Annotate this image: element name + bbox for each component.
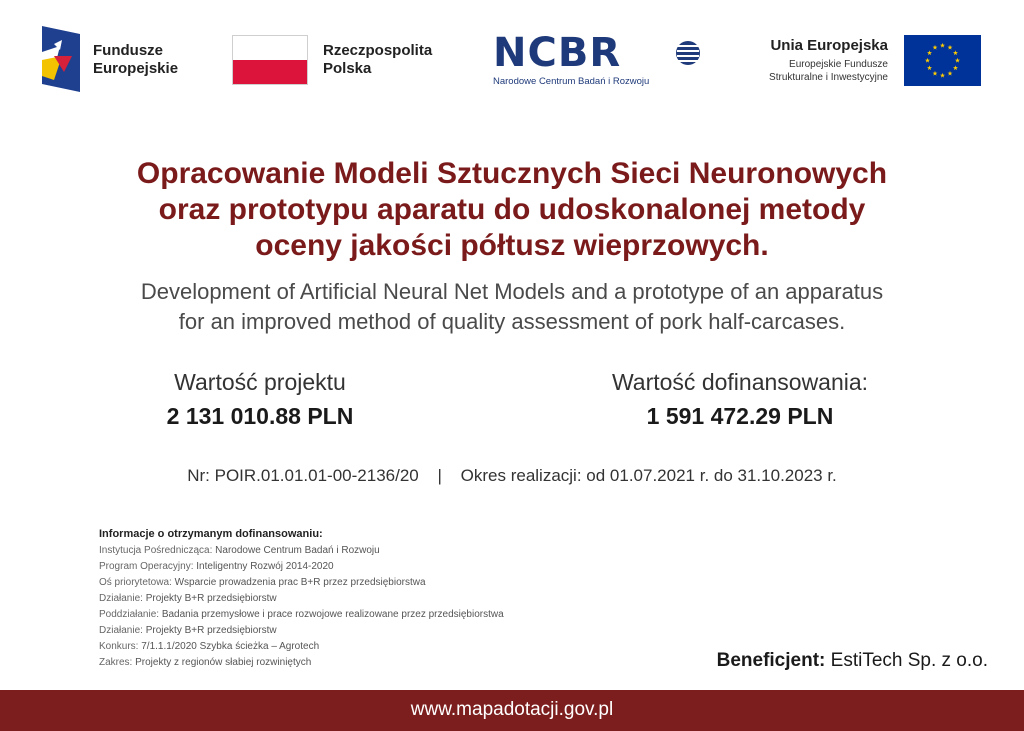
beneficiary-name: EstiTech Sp. z o.o.	[830, 650, 988, 671]
fundusze-europejskie-logo-icon	[42, 26, 80, 92]
funding-info-row: Zakres: Projekty z regionów słabiej rozwiniętych	[99, 657, 312, 668]
project-number: Nr: POIR.01.01.01-00-2136/20	[187, 466, 419, 485]
beneficiary	[660, 650, 988, 672]
unia-europejska-subtitle: Europejskie Fundusze Strukturalne i Inwestycyjne	[769, 59, 888, 83]
funding-info-row: Działanie: Projekty B+R przedsiębiorstw	[99, 593, 277, 604]
ncbr-subtitle: Narodowe Centrum Badań i Rozwoju	[493, 76, 650, 87]
beneficiary-label: Beneficjent:	[716, 650, 826, 671]
ncbr-stripes-icon	[675, 40, 701, 66]
eu-flag-icon	[904, 35, 981, 86]
funding-info-block	[99, 528, 659, 671]
funding-info-row: Poddziałanie: Badania przemysłowe i prace rozwojowe realizowane przez przedsiębiorstwa	[99, 609, 504, 620]
funding-info-header: Informacje o otrzymanym dofinansowaniu:	[99, 528, 323, 540]
funding-info-row: Instytucja Pośrednicząca: Narodowe Centrum Badań i Rozwoju	[99, 545, 380, 556]
polish-flag-icon	[232, 35, 308, 85]
funding-info-row: Oś priorytetowa: Wsparcie prowadzenia prac B+R przez przedsiębiorstwa	[99, 577, 426, 588]
project-value-label: Wartość projektu	[174, 369, 346, 395]
project-title-english: Development of Artificial Neural Net Models and a prototype of an apparatus for an improved method of quality assessment of pork half-carcases.	[140, 279, 884, 334]
separator: |	[437, 466, 442, 485]
unia-europejska-title: Unia Europejska	[770, 37, 888, 54]
project-title-polish: Opracowanie Modeli Sztucznych Sieci Neuronowych oraz prototypu aparatu do udoskonalonej metody oceny jakości półtusz wieprzowych.	[136, 157, 888, 262]
fundusze-europejskie-text: Fundusze Europejskie	[93, 42, 179, 77]
footer-url-link[interactable]: www.mapadotacji.gov.pl	[410, 699, 614, 720]
project-value-amount: 2 131 010.88 PLN	[166, 403, 354, 429]
realization-period: Okres realizacji: od 01.07.2021 r. do 31.10.2023 r.	[460, 466, 837, 485]
project-number-period	[60, 466, 964, 486]
ncbr-logo: NCBR	[493, 30, 622, 76]
cofinancing-value-label: Wartość dofinansowania:	[611, 369, 869, 395]
rzeczpospolita-polska-text: Rzeczpospolita Polska	[323, 42, 433, 77]
funding-info-row: Działanie: Projekty B+R przedsiębiorstw	[99, 625, 277, 636]
funding-info-row: Konkurs: 7/1.1.1/2020 Szybka ścieżka – Agrotech	[99, 641, 320, 652]
cofinancing-value-amount: 1 591 472.29 PLN	[646, 403, 834, 429]
funding-info-row: Program Operacyjny: Inteligentny Rozwój 2014-2020	[99, 561, 334, 572]
